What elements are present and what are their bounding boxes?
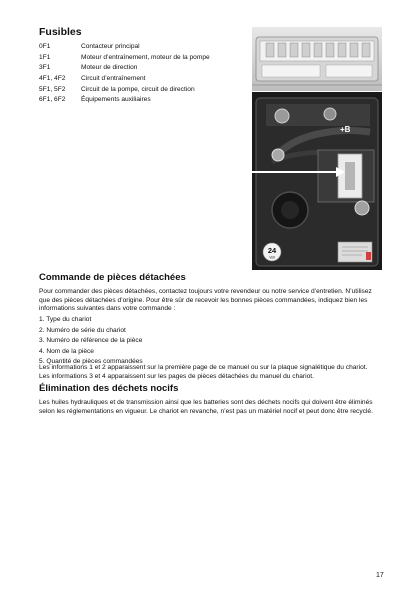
- parts-order-heading: Commande de pièces détachées: [39, 272, 186, 283]
- fuse-description: Circuit d’entraînement: [81, 75, 146, 83]
- battery-compartment-photo: [252, 92, 382, 270]
- parts-info-note-2: Les informations 3 et 4 apparaissent sur les pages de pièces détachées du manuel du chariot.: [39, 372, 314, 380]
- fuse-row: [39, 53, 261, 64]
- fuse-description: Circuit de la pompe, circuit de direction: [81, 85, 195, 93]
- waste-disposal-text: Les huiles hydrauliques et de transmission ainsi que les batteries sont des déchets nocifs qui doivent être éliminés selon les réglementations en vigueur. Le chariot en revanche, n’est pas un matériel nocif et peut donc être recyclé.: [39, 399, 373, 415]
- fuse-code: 3F1: [39, 64, 51, 72]
- fuse-code: 6F1, 6F2: [39, 96, 66, 104]
- parts-info-notes: [39, 364, 389, 381]
- page-number: 17: [376, 572, 384, 579]
- fuse-row: [39, 63, 261, 74]
- parts-info-note-1: Les informations 1 et 2 apparaissent sur la première page de ce manuel ou sur la plaque signalétique du chariot.: [39, 364, 368, 371]
- list-item: 1. Type du chariot: [39, 316, 92, 323]
- parts-info-list: [39, 315, 143, 368]
- fuse-row: [39, 95, 261, 106]
- fuse-code: 4F1, 4F2: [39, 75, 66, 83]
- fuse-row: [39, 42, 261, 53]
- fuse-code: 0F1: [39, 43, 51, 50]
- fuse-code: 5F1, 5F2: [39, 85, 66, 93]
- fuse-table: [39, 42, 261, 106]
- fuses-heading: Fusibles: [39, 26, 82, 38]
- fuse-code: 1F1: [39, 53, 51, 61]
- volt-unit-label: Volt: [269, 255, 275, 260]
- parts-order-intro: Pour commander des pièces détachées, contactez toujours votre revendeur ou notre service d’entretien. N’utilisez que des pièces détachées d’origine. Pour être sûr de recevoir les bonnes pièces commandées, indiquez bien les informations suivantes dans votre commande :: [39, 288, 372, 313]
- list-item: 5. Quantité de pièces commandées: [39, 358, 143, 366]
- list-item: 3. Numéro de référence de la pièce: [39, 337, 143, 345]
- volt-value-label: 24: [267, 246, 277, 255]
- fuse-description: Contacteur principal: [81, 43, 140, 50]
- waste-disposal-heading: Élimination des déchets nocifs: [39, 383, 179, 394]
- plus-b-label: +B: [340, 125, 351, 134]
- fuse-description: Équipements auxiliaires: [81, 96, 151, 104]
- fuse-description: Moteur d’entraînement, moteur de la pompe: [81, 53, 210, 61]
- list-item: 4. Nom de la pièce: [39, 347, 94, 355]
- fuse-description: Moteur de direction: [81, 64, 138, 72]
- fuse-row: [39, 85, 261, 96]
- fusebox-photo: [252, 27, 382, 91]
- list-item: 2. Numéro de série du chariot: [39, 326, 126, 334]
- fuse-row: [39, 74, 261, 85]
